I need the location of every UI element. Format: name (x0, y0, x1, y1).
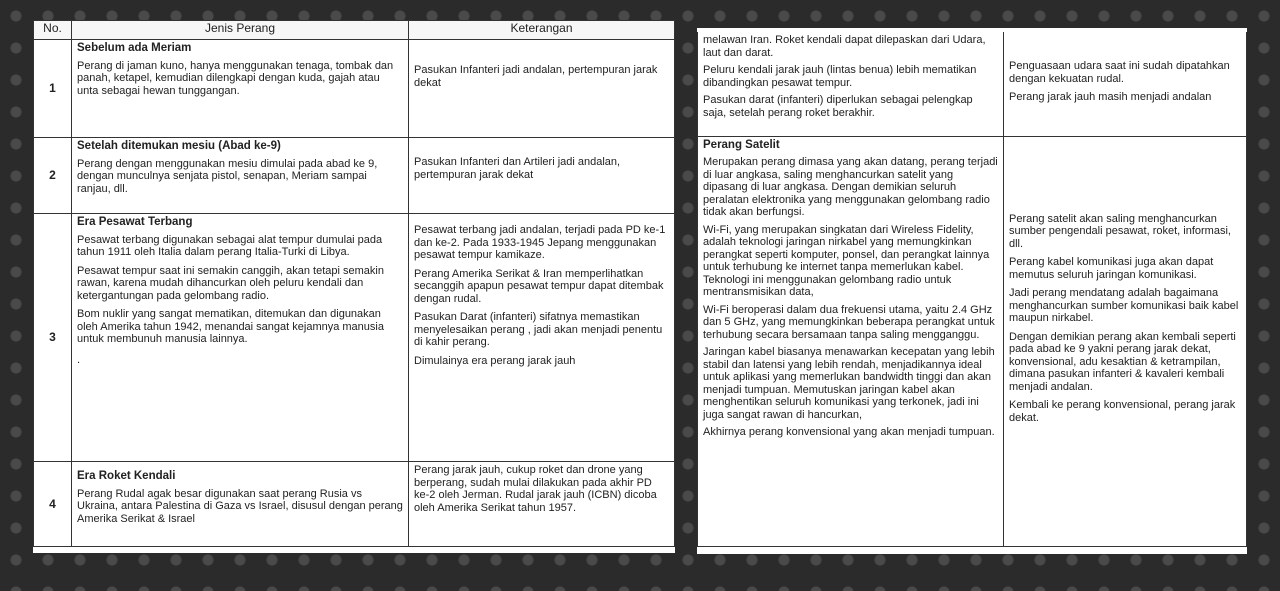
jenis-cell (72, 40, 409, 138)
row-desc: Perang dengan menggunakan mesiu dimulai pada abad ke 9, dengan munculnya senjata pistol, senapan, Meriam sampai ranjau, dll. (77, 157, 378, 195)
table-row (34, 40, 675, 138)
jenis-cell (72, 214, 409, 462)
row-note: Perang satelit akan saling menghancurkan sumber pengendali pesawat, roket, informasi, dll. (1009, 212, 1231, 250)
row-desc: Wi-Fi, yang merupakan singkatan dari Wireless Fidelity, adalah teknologi jaringan nirkabel yang memungkinkan perangkat seperti komputer, ponsel, dan perangkat lainnya untuk terhubung ke internet tanpa memerlukan kabel. Teknologi ini menggunakan gelombang radio untuk mentransmisikan data, (703, 223, 990, 298)
row-desc: Akhirnya perang konvensional yang akan menjadi tumpuan. (703, 426, 995, 438)
row-desc: . (77, 353, 81, 366)
table-row (698, 136, 1247, 546)
row-title: Era Roket Kendali (77, 470, 176, 482)
jenis-cell (72, 138, 409, 214)
row-title: Era Pesawat Terbang (77, 216, 193, 228)
table-header-row (34, 21, 675, 40)
jenis-cell (72, 462, 409, 547)
row-desc: Peluru kendali jarak jauh (lintas benua) lebih mematikan dibandingkan pesawat tempur. (703, 64, 977, 89)
war-types-table (33, 20, 675, 547)
right-page (697, 28, 1247, 554)
row-title: Perang Satelit (703, 138, 780, 151)
row-note: Dimulainya era perang jarak jauh (414, 354, 576, 367)
row-title: Setelah ditemukan mesiu (Abad ke-9) (77, 140, 281, 152)
row-desc: Merupakan perang dimasa yang akan datang, perang terjadi di luar angkasa, saling menghancurkan satelit yang dipasang di luar angkasa. Dengan demikian seluruh peralatan elektronika yang menggunakan gelombang radio tidak akan berfungsi. (703, 156, 998, 218)
row-desc: Pesawat tempur saat ini semakin canggih, akan tetapi semakin rawan, karena mudah dihancurkan oleh peluru kendali dan ketergantungan pada gelombang radio. (77, 264, 384, 302)
header-keterangan: Keterangan (409, 21, 675, 40)
keterangan-cell (409, 214, 675, 462)
row-note: Pasukan Infanteri dan Artileri jadi andalan, pertempuran jarak dekat (414, 156, 621, 181)
row-number: 3 (34, 214, 72, 462)
row-title: Sebelum ada Meriam (77, 42, 192, 54)
row-number: 2 (34, 138, 72, 214)
keterangan-cell (409, 40, 675, 138)
row-desc: Pesawat terbang digunakan sebagai alat tempur dumulai pada tahun 1911 oleh Italia dalam perang Italia-Turki di Libya. (77, 233, 383, 258)
row-desc: Jaringan kabel biasanya menawarkan kecepatan yang lebih stabil dan latensi yang lebih rendah, menjadikannya ideal untuk aplikasi yang memerlukan bandwidth tinggi dan akan menjadi tumpuan. Memutuskan jaringan kabel akan menghentikan seluruh komunikasi yang terkonek, jadi ini juga sangat rawan di hancurkan, (703, 346, 995, 421)
row-desc: Pasukan darat (infanteri) diperlukan sebagai pelengkap saja, setelah perang roket berakhir. (703, 94, 973, 119)
row-note: Perang jarak jauh masih menjadi andalan (1009, 91, 1212, 103)
row-desc: Bom nuklir yang sangat mematikan, ditemukan dan digunakan oleh Amerika tahun 1942, menandai sangat kejamnya manusia untuk membunuh manusia lainnya. (77, 308, 384, 345)
table-row (34, 214, 675, 462)
table-row (698, 32, 1247, 136)
row-note: Penguasaan udara saat ini sudah dipatahkan dengan kekuatan rudal. (1009, 60, 1230, 85)
row-desc: Perang di jaman kuno, hanya menggunakan tenaga, tombak dan panah, ketapel, kemudian dilengkapi dengan kuda, gajah atau unta sebagai hewan tunggangan. (77, 59, 394, 97)
header-no: No. (34, 21, 72, 40)
row-note: Perang jarak jauh, cukup roket dan drone yang berperang, sudah mulai dilakukan pada akhir PD ke-2 oleh Jerman. Rudal jarak jauh (ICBN) dicoba oleh Amerika Serikat tahun 1957. (414, 464, 657, 514)
left-page (33, 20, 675, 553)
row-note: Pasukan Darat (infanteri) sifatnya memastikan menyelesaikan perang , jadi akan menjadi penentu di kahir perang. (414, 311, 663, 348)
keterangan-cell (409, 138, 675, 214)
keterangan-cell (1004, 136, 1247, 546)
jenis-cell (698, 32, 1004, 136)
row-desc: Wi-Fi beroperasi dalam dua frekuensi utama, yaitu 2.4 GHz dan 5 GHz, yang memungkinkan beberapa perangkat untuk terhubung secara bersamaan tanpa saling mengganggu. (703, 303, 995, 341)
row-note: Pasukan Infanteri jadi andalan, pertempuran jarak dekat (414, 64, 658, 89)
war-types-table-continued (697, 32, 1247, 547)
jenis-cell (698, 136, 1004, 546)
keterangan-cell (1004, 32, 1247, 136)
table-row (34, 138, 675, 214)
row-desc: melawan Iran. Roket kendali dapat dilepaskan dari Udara, laut dan darat. (703, 34, 986, 59)
row-note: Jadi perang mendatang adalah bagaimana menghancurkan sumber komunikasi baik kabel maupun nirkabel. (1009, 287, 1239, 324)
row-note: Kembali ke perang konvensional, perang jarak dekat. (1009, 399, 1236, 424)
row-number: 1 (34, 40, 72, 138)
header-jenis-perang: Jenis Perang (72, 21, 409, 40)
row-note: Perang Amerika Serikat & Iran memperlihatkan secanggih apapun pesawat tempur dapat ditembak dengan rudal. (414, 267, 664, 305)
row-note: Pesawat terbang jadi andalan, terjadi pada PD ke-1 dan ke-2. Pada 1933-1945 Jepang menggunakan pesawat tempur kamikaze. (414, 224, 666, 261)
row-note: Dengan demikian perang akan kembali seperti pada abad ke 9 yakni perang jarak dekat, konvensional, adu kesaktian & ketrampilan, dimana pasukan infanteri & kavaleri kembali menjadi andalan. (1009, 330, 1236, 393)
table-row (34, 462, 675, 547)
row-desc: Perang Rudal agak besar digunakan saat perang Rusia vs Ukraina, antara Palestina di Gaza vs Israel, disusul dengan perang Amerika Serikat & Israel (77, 487, 403, 525)
row-note: Perang kabel komunikasi juga akan dapat memutus seluruh jaringan komunikasi. (1009, 256, 1214, 281)
row-number: 4 (34, 462, 72, 547)
keterangan-cell (409, 462, 675, 547)
